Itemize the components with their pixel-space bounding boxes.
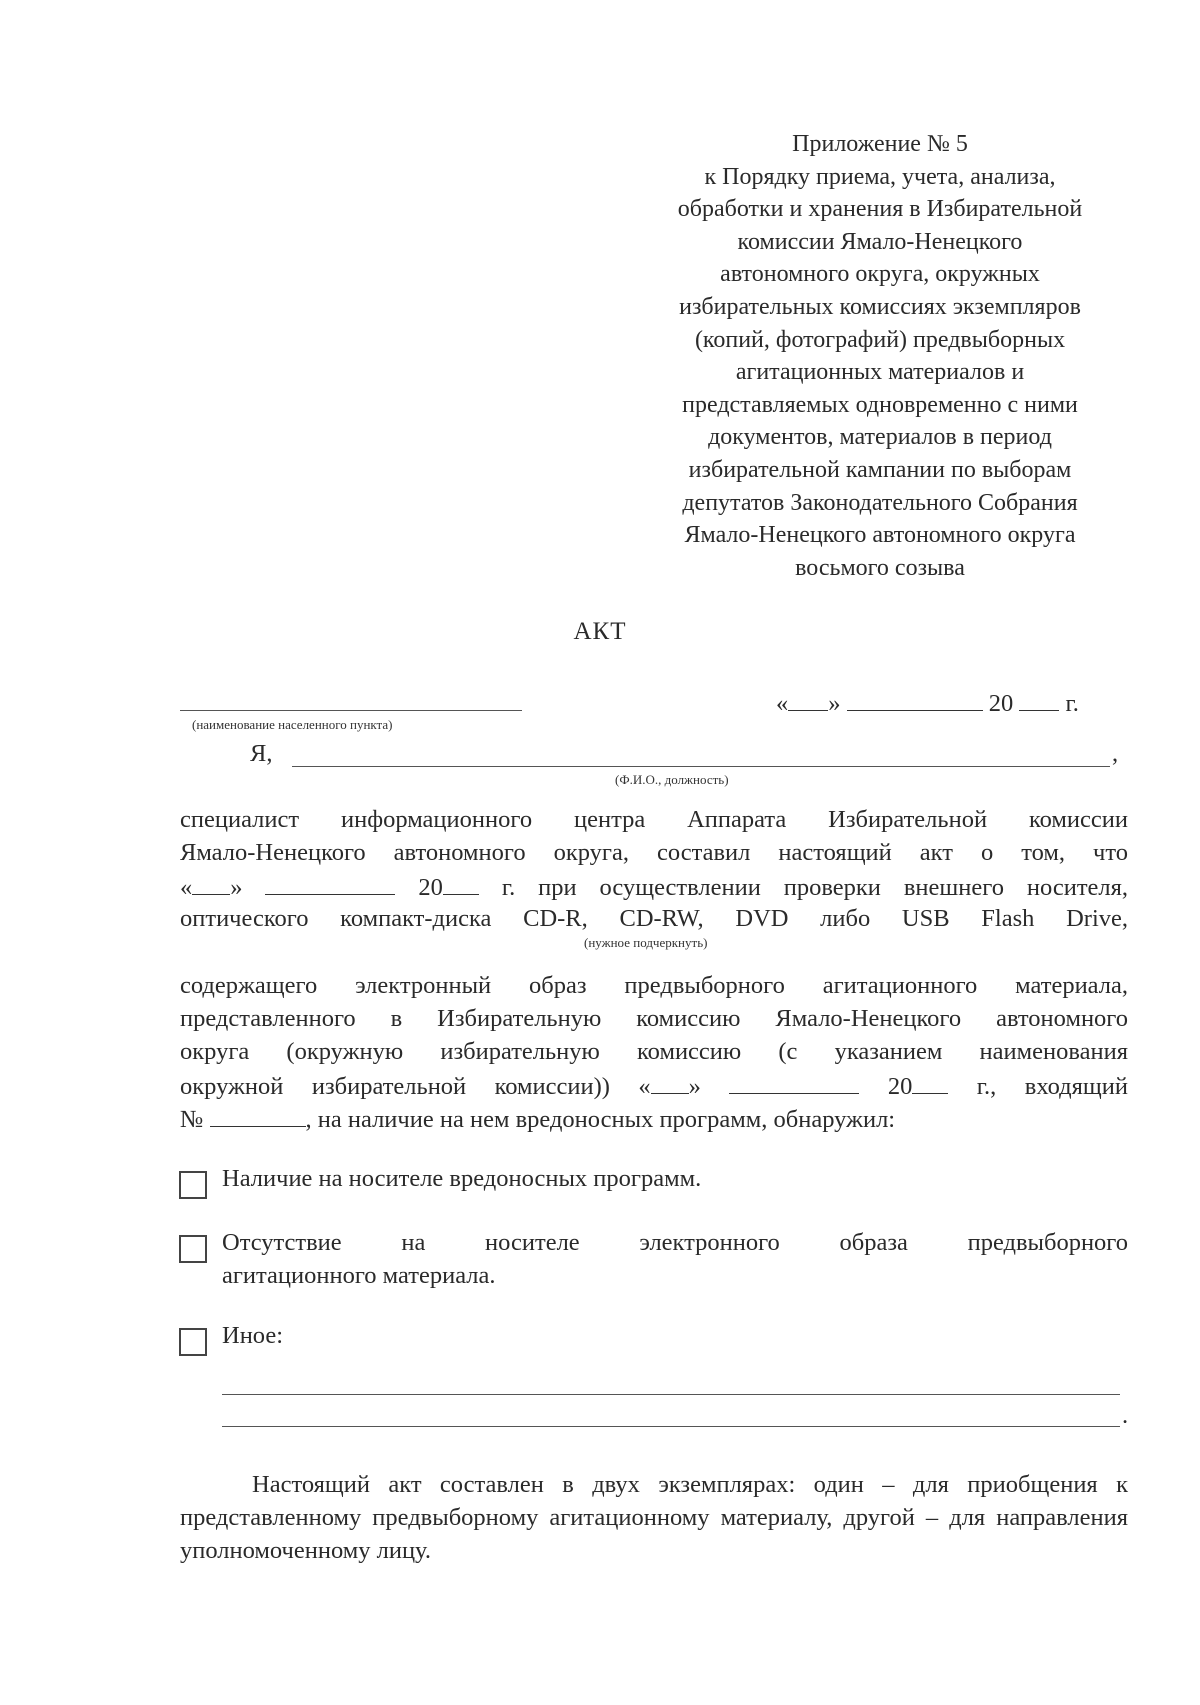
body2-line5-tail: , на наличие на нем вредоносных программ, обнаружил: — [305, 1106, 896, 1134]
settlement-blank[interactable] — [180, 710, 522, 711]
incoming-number-blank[interactable] — [210, 1104, 306, 1127]
body2-line5 — [180, 1104, 1128, 1134]
absence-label-line1: Отсутствие на носителе электронного образа предвыборного — [222, 1229, 1128, 1256]
appendix-line: восьмого созыва — [795, 554, 965, 581]
body2-month-blank[interactable] — [729, 1071, 859, 1094]
appendix-line: автономного округа, окружных — [720, 261, 1040, 288]
appendix-line: представляемых одновременно с ними — [682, 391, 1078, 418]
date-year-prefix: 20 — [988, 690, 1014, 718]
body2-line4-tail: г., входящий — [976, 1073, 1128, 1101]
date-close-quote: » — [828, 690, 841, 718]
appendix-line: избирательных комиссиях экземпляров — [679, 293, 1081, 320]
date-field — [776, 688, 1079, 718]
underline-hint: (нужное подчеркнуть) — [584, 935, 708, 950]
body1-line1: специалист информационного центра Аппарата Избирательной комиссии — [180, 806, 1128, 833]
absence-label-line2: агитационного материала. — [222, 1262, 496, 1289]
malware-checkbox[interactable] — [179, 1171, 207, 1199]
body2-line4 — [180, 1071, 1128, 1101]
body2-line1: содержащего электронный образ предвыборного агитационного материала, — [180, 972, 1128, 999]
date-open-quote: « — [776, 690, 789, 718]
other-label: Иное: — [222, 1322, 284, 1349]
appendix-line: Приложение № 5 — [792, 131, 968, 157]
i-prefix: Я, — [250, 740, 273, 767]
appendix-line: (копий, фотографий) предвыборных — [694, 326, 1066, 353]
appendix-header — [630, 128, 1130, 584]
other-period: . — [1122, 1402, 1129, 1429]
body2-year-prefix: 20 — [887, 1073, 913, 1101]
date-day-blank[interactable] — [788, 688, 828, 711]
body2-year-blank[interactable] — [912, 1071, 948, 1094]
appendix-line: избирательной кампании по выборам — [688, 456, 1072, 483]
body2-day-blank[interactable] — [651, 1071, 689, 1094]
body1-line2: Ямало-Ненецкого автономного округа, составил настоящий акт о том, что — [180, 839, 1128, 866]
body1-line3-tail: г. при осуществлении проверки внешнего носителя, — [501, 874, 1129, 902]
fio-hint: (Ф.И.О., должность) — [615, 772, 729, 787]
settlement-hint: (наименование населенного пункта) — [192, 717, 393, 732]
fio-blank[interactable] — [292, 766, 1110, 767]
body1-date-close: » — [230, 874, 243, 902]
appendix-line: к Порядку приема, учета, анализа, — [704, 163, 1056, 190]
date-year-suffix: г. — [1065, 690, 1079, 718]
body2-line2: представленного в Избирательную комиссию Ямало-Ненецкого автономного — [180, 1005, 1128, 1032]
body2-line3: округа (окружную избирательную комиссию (с указанием наименования — [180, 1038, 1128, 1065]
malware-label: Наличие на носителе вредоносных программ. — [222, 1165, 702, 1192]
other-blank-line2[interactable] — [222, 1426, 1120, 1427]
body1-line3 — [180, 872, 1128, 902]
date-year-blank[interactable] — [1019, 688, 1059, 711]
document-title: АКТ — [573, 618, 627, 645]
body1-date-open: « — [180, 874, 193, 902]
body1-line4: оптического компакт-диска CD-R, CD-RW, DVD либо USB Flash Drive, — [180, 905, 1128, 932]
number-sign: № — [180, 1106, 204, 1134]
date-month-blank[interactable] — [847, 688, 983, 711]
other-blank-line1[interactable] — [222, 1394, 1120, 1395]
other-checkbox[interactable] — [179, 1328, 207, 1356]
appendix-line: депутатов Законодательного Собрания — [682, 489, 1078, 516]
absence-checkbox[interactable] — [179, 1235, 207, 1263]
appendix-line: Ямало-Ненецкого автономного округа — [684, 522, 1076, 549]
appendix-line: обработки и хранения в Избирательной — [677, 196, 1083, 223]
body2-line4-head: окружной избирательной комиссии)) « — [180, 1073, 651, 1101]
appendix-line: документов, материалов в период — [708, 424, 1052, 451]
appendix-line: агитационных материалов и — [735, 359, 1025, 386]
final-text: Настоящий акт составлен в двух экземплярах: один – для приобщения к представленному предвыборному агитационному материалу, другой – для направления уполномоченному лицу. — [180, 1471, 1128, 1564]
body2-date-close: » — [688, 1073, 701, 1101]
fio-comma: , — [1112, 740, 1119, 767]
body1-month-blank[interactable] — [265, 872, 395, 895]
final-paragraph — [180, 1468, 1128, 1567]
body1-day-blank[interactable] — [192, 872, 230, 895]
appendix-line: комиссии Ямало-Ненецкого — [737, 228, 1023, 255]
body1-year-blank[interactable] — [443, 872, 479, 895]
body1-year-prefix: 20 — [418, 874, 443, 902]
